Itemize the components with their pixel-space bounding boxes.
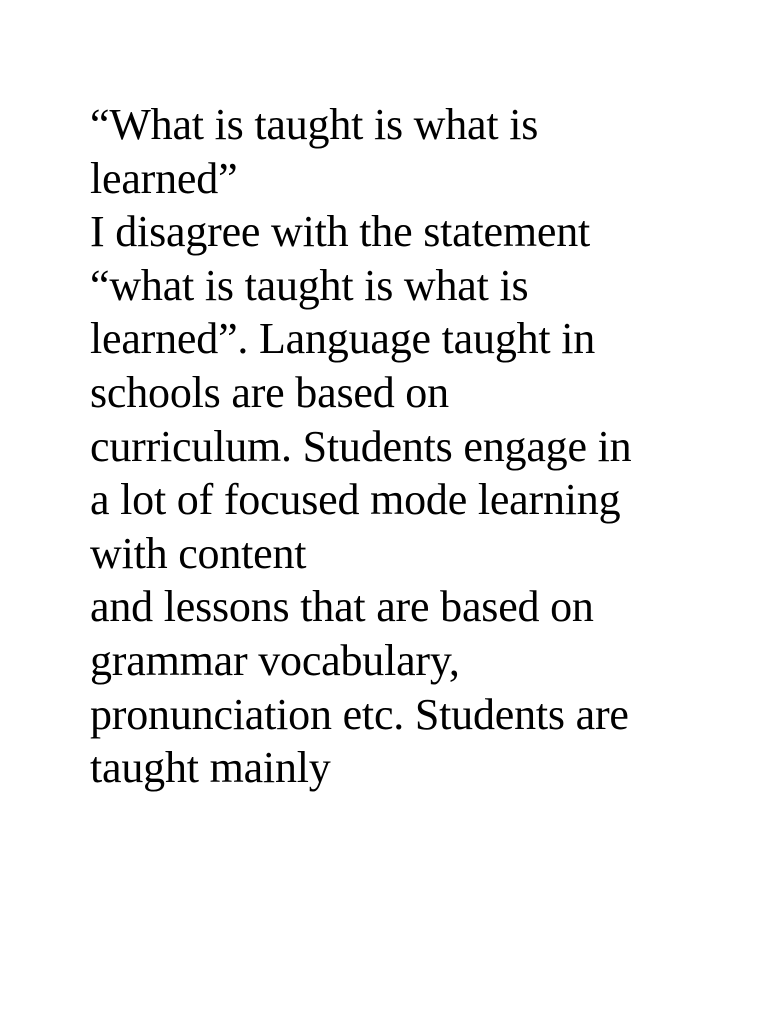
body-line-4: schools are based on	[90, 367, 449, 417]
body-line-5: curriculum. Students engage in	[90, 421, 632, 471]
body-line-2: “what is taught is what is	[90, 260, 529, 310]
body-line-10: pronunciation etc. Students are	[90, 689, 629, 739]
body-line-11: taught mainly	[90, 743, 331, 793]
body-line-1: I disagree with the statement	[90, 207, 591, 257]
body-line-6: a lot of focused mode learning	[90, 475, 621, 525]
body-line-3: learned”. Language taught in	[90, 314, 596, 364]
title-line-2: learned”	[90, 153, 238, 203]
body-line-9: grammar vocabulary,	[90, 635, 460, 685]
body-line-8: and lessons that are based on	[90, 582, 594, 632]
title-line-1: “What is taught is what is	[90, 100, 539, 149]
document-text	[90, 98, 750, 795]
body-line-7: with content	[90, 528, 307, 578]
